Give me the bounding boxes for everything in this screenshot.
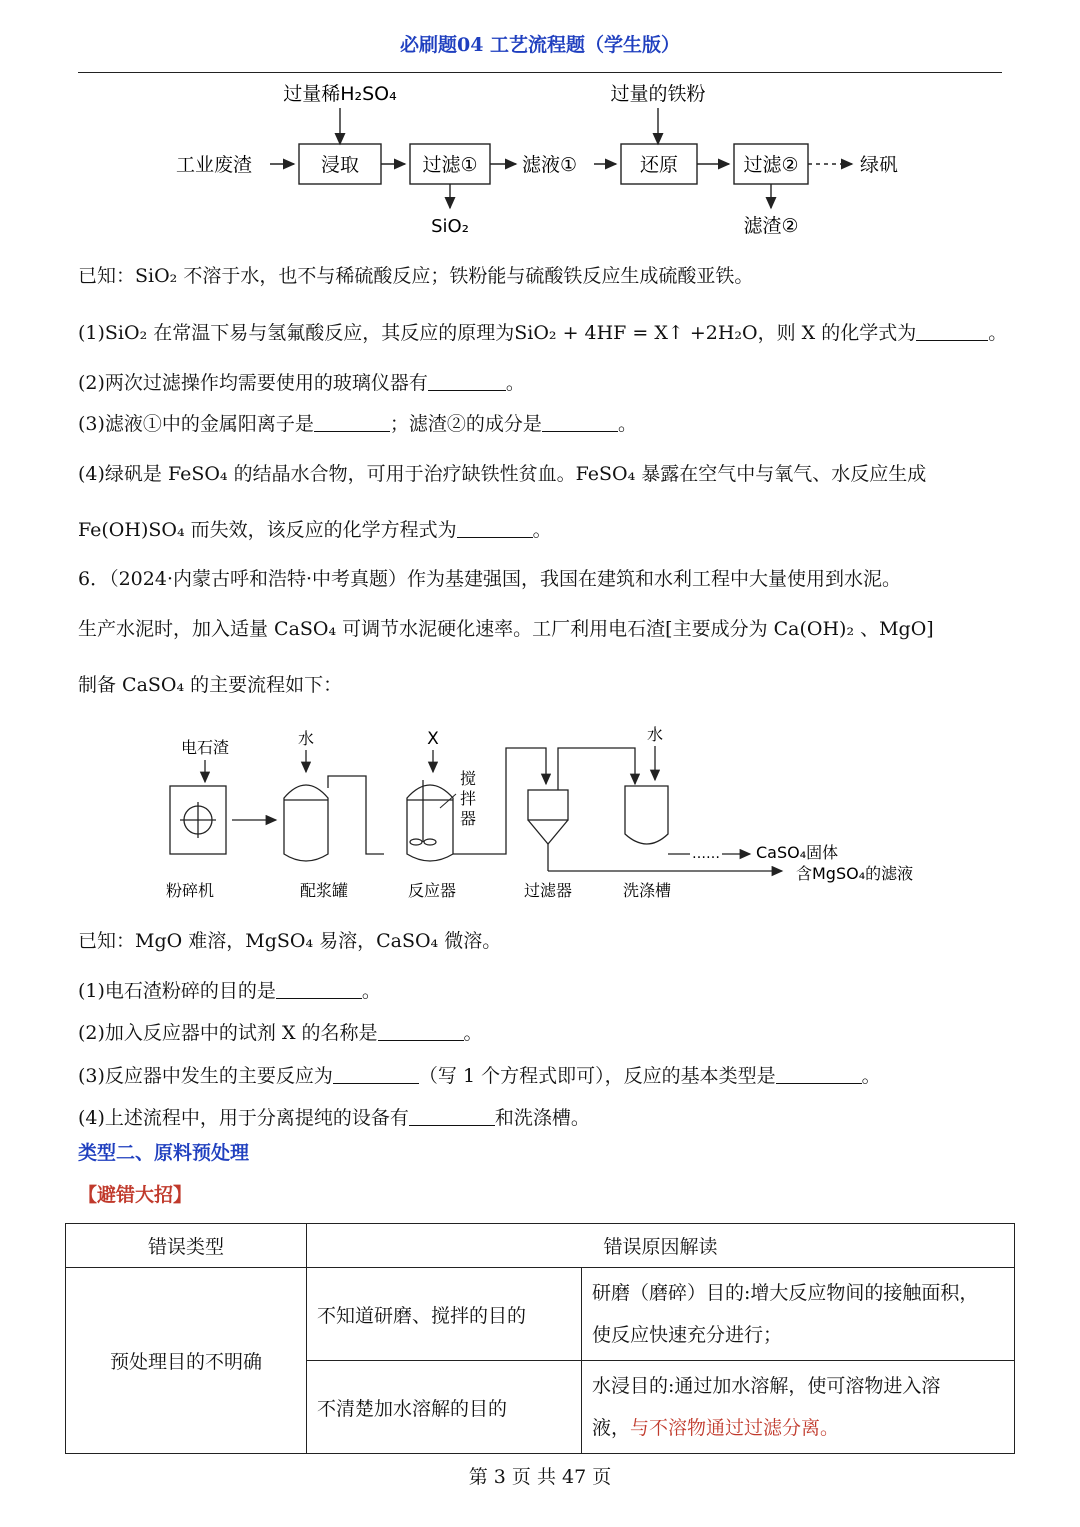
acid-input-label: 过量稀H₂SO₄ — [283, 83, 397, 105]
label-water-1: 水 — [297, 729, 315, 748]
iron-input-label: 过量的铁粉 — [610, 83, 706, 105]
q5-question-4-cont: Fe(OH)SO₄ 而失效，该反应的化学方程式为 。 — [78, 519, 552, 541]
node-reduce: 还原 — [639, 154, 679, 176]
label-water-2: 水 — [646, 725, 664, 744]
label-washer: 洗涤槽 — [622, 881, 672, 900]
answer-blank[interactable] — [314, 413, 390, 432]
output-residue2: 滤渣② — [743, 215, 799, 237]
table-mistake: 不清楚加水溶解的目的 — [307, 1361, 582, 1454]
q6-intro-2: 生产水泥时，加入适量 CaSO₄ 可调节水泥硬化速率。工厂利用电石渣[主要成分为 Ca(OH)₂ 、MgO] — [78, 618, 934, 640]
q5-question-3: (3)滤液①中的金属阳离子是 ；滤渣②的成分是 。 — [78, 413, 637, 435]
q6-known: 已知：MgO 难溶，MgSO₄ 易溶，CaSO₄ 微溶。 — [78, 930, 502, 952]
flow-diagram-2 — [150, 718, 950, 908]
q6-question-3: (3)反应器中发生的主要反应为 （写 1 个方程式即可），反应的基本类型是 。 — [78, 1065, 881, 1087]
label-tank: 配浆罐 — [299, 881, 349, 900]
label-filtrate: 含MgSO₄的滤液 — [796, 864, 914, 883]
label-crusher: 粉碎机 — [165, 881, 215, 900]
filter-body — [528, 790, 568, 820]
tip-label: 【避错大招】 — [78, 1184, 193, 1206]
table-row — [66, 1268, 1015, 1361]
label-solid: CaSO₄固体 — [756, 843, 839, 862]
answer-blank[interactable] — [776, 1065, 862, 1084]
table-mistake: 不知道研磨、搅拌的目的 — [307, 1268, 582, 1361]
answer-blank[interactable] — [409, 1107, 495, 1126]
answer-blank[interactable] — [916, 322, 988, 341]
label-stirrer-1: 搅 — [459, 769, 477, 788]
q5-known: 已知：SiO₂ 不溶于水，也不与稀硫酸反应；铁粉能与硫酸铁反应生成硫酸亚铁。 — [78, 265, 754, 287]
section-title: 类型二、原料预处理 — [78, 1142, 250, 1164]
node-filtrate1: 滤液① — [522, 154, 578, 176]
label-slag: 电石渣 — [180, 738, 230, 757]
node-filter1: 过滤① — [422, 154, 478, 176]
wash-tank — [625, 786, 668, 844]
error-table — [65, 1223, 1015, 1454]
label-dots: …… — [692, 846, 720, 862]
table-explain: 水浸目的:通过加水溶解，使可溶物进入溶 液，与不溶物通过过滤分离。 — [582, 1361, 1015, 1454]
node-filter2: 过滤② — [743, 154, 799, 176]
answer-blank[interactable] — [333, 1065, 419, 1084]
answer-blank[interactable] — [378, 1022, 464, 1041]
filter-cone — [528, 820, 568, 844]
q6-question-2: (2)加入反应器中的试剂 X 的名称是 。 — [78, 1022, 483, 1044]
label-stirrer-3: 器 — [459, 809, 477, 828]
answer-blank[interactable] — [428, 372, 506, 391]
q6-question-1: (1)电石渣粉碎的目的是 。 — [78, 980, 381, 1002]
answer-blank[interactable] — [542, 413, 618, 432]
label-reactor: 反应器 — [407, 881, 457, 900]
output-sio2: SiO₂ — [431, 216, 469, 237]
q5-question-2: (2)两次过滤操作均需要使用的玻璃仪器有 。 — [78, 372, 525, 394]
header-rule — [78, 72, 1002, 73]
page-header-title: 必刷题04 工艺流程题（学生版） — [399, 34, 681, 56]
slurry-tank — [284, 785, 328, 861]
node-waste: 工业废渣 — [176, 154, 253, 176]
q5-question-4: (4)绿矾是 FeSO₄ 的结晶水合物，可用于治疗缺铁性贫血。FeSO₄ 暴露在空气中与氧气、水反应生成 — [78, 463, 927, 485]
label-stirrer-2: 拌 — [459, 789, 477, 808]
label-filter: 过滤器 — [523, 881, 573, 900]
q5-question-1: (1)SiO₂ 在常温下易与氢氟酸反应，其反应的原理为SiO₂ + 4HF = X↑ +2H₂O，则 X 的化学式为 。 — [78, 322, 1008, 344]
node-product: 绿矾 — [860, 154, 899, 176]
flow-diagram-1 — [160, 78, 920, 248]
reactor-vessel — [407, 785, 453, 861]
table-header-row — [66, 1224, 1015, 1268]
table-explain: 研磨（磨碎）目的:增大反应物间的接触面积， 使反应快速充分进行； — [582, 1268, 1015, 1361]
answer-blank[interactable] — [276, 980, 362, 999]
q6-question-4: (4)上述流程中，用于分离提纯的设备有 和洗涤槽。 — [78, 1107, 590, 1129]
table-highlight: 与不溶物通过过滤分离。 — [630, 1417, 840, 1439]
page-number: 第 3 页 共 47 页 — [468, 1466, 612, 1488]
table-category: 预处理目的不明确 — [66, 1268, 307, 1454]
q6-intro-3: 制备 CaSO₄ 的主要流程如下： — [78, 674, 343, 696]
q6-intro-1: 6．（2024·内蒙古呼和浩特·中考真题）作为基建强国，我国在建筑和水利工程中大量使用到水泥。 — [78, 568, 902, 590]
table-header-type: 错误类型 — [66, 1224, 307, 1268]
answer-blank[interactable] — [457, 519, 533, 538]
label-x: X — [427, 729, 439, 749]
table-header-reason: 错误原因解读 — [307, 1224, 1015, 1268]
node-leach: 浸取 — [320, 154, 360, 176]
